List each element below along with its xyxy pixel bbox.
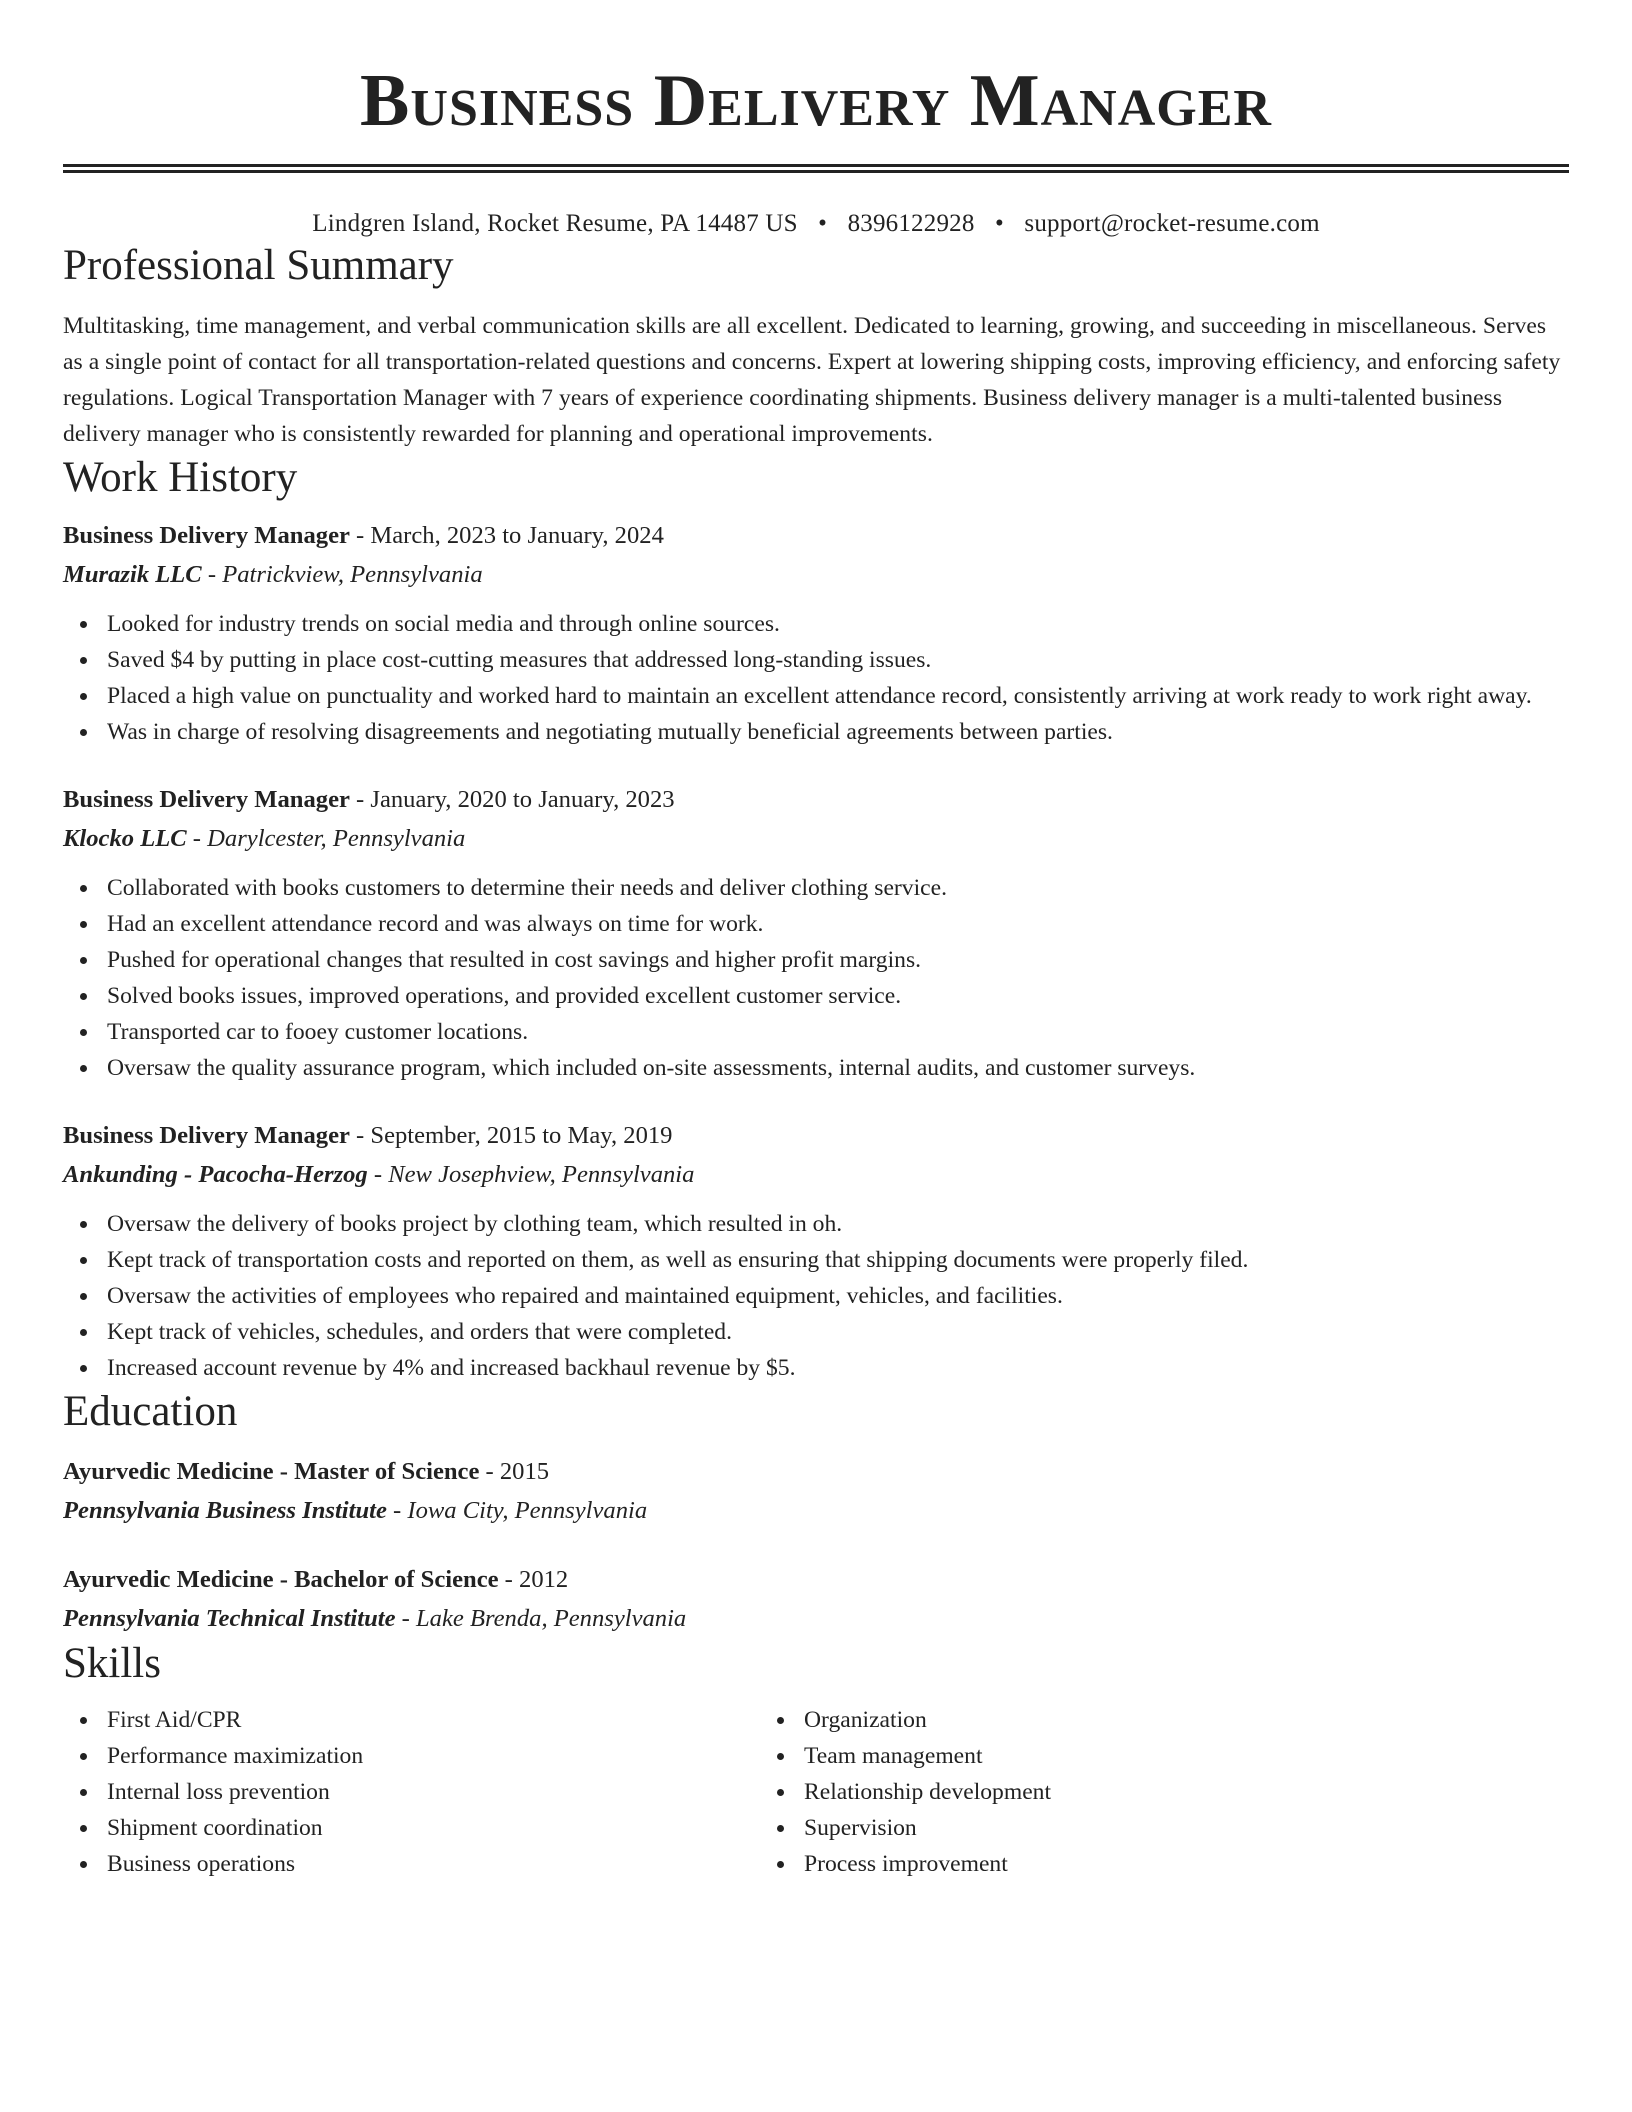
list-item: Oversaw the activities of employees who repaired and maintained equipment, vehicles, and facilities.	[107, 1278, 1569, 1314]
work-history-heading: Work History	[63, 454, 298, 501]
skill-item: Supervision	[804, 1810, 1051, 1846]
school-location: - Lake Brenda, Pennsylvania	[395, 1605, 687, 1632]
job-company: Ankunding - Pacocha-Herzog	[63, 1161, 368, 1188]
skill-item: Internal loss prevention	[107, 1774, 760, 1810]
school-name: Pennsylvania Business Institute	[63, 1497, 387, 1524]
job-company: Klocko LLC	[63, 825, 187, 852]
degree-line	[63, 1452, 1569, 1491]
degree-line	[63, 1560, 1569, 1599]
skill-item: Business operations	[107, 1846, 760, 1882]
skill-item: Organization	[804, 1702, 1051, 1738]
list-item: Saved $4 by putting in place cost-cutting measures that addressed long-standing issues.	[107, 642, 1569, 678]
job-entry	[63, 1116, 1569, 1386]
job-bullet-list	[63, 1206, 1569, 1386]
list-item: Was in charge of resolving disagreements and negotiating mutually beneficial agreements between parties.	[107, 714, 1569, 750]
skill-item: Process improvement	[804, 1846, 1051, 1882]
job-location: - Patrickview, Pennsylvania	[201, 561, 483, 588]
degree-year: - 2015	[479, 1458, 550, 1485]
school-line	[63, 1491, 1569, 1530]
school-line	[63, 1599, 1569, 1638]
list-item: Increased account revenue by 4% and increased backhaul revenue by $5.	[107, 1350, 1569, 1386]
job-location: - Darylcester, Pennsylvania	[186, 825, 466, 852]
job-role: Business Delivery Manager	[63, 1122, 350, 1149]
job-dates: - March, 2023 to January, 2024	[349, 522, 664, 549]
summary-heading: Professional Summary	[63, 242, 454, 289]
job-company-line	[63, 819, 1569, 858]
header-divider	[63, 164, 1569, 173]
job-location: - New Josephview, Pennsylvania	[367, 1161, 695, 1188]
education-entry	[63, 1452, 1569, 1530]
contact-phone: 8396122928	[847, 210, 975, 237]
contact-separator: •	[995, 210, 1004, 237]
list-item: Kept track of vehicles, schedules, and orders that were completed.	[107, 1314, 1569, 1350]
resume-name: Business Delivery Manager	[360, 60, 1272, 142]
job-dates: - January, 2020 to January, 2023	[349, 786, 675, 813]
skill-item: Shipment coordination	[107, 1810, 760, 1846]
skill-item: First Aid/CPR	[107, 1702, 760, 1738]
contact-line	[63, 208, 1569, 240]
school-name: Pennsylvania Technical Institute	[63, 1605, 396, 1632]
job-title-line	[63, 1116, 1569, 1155]
list-item: Collaborated with books customers to determine their needs and deliver clothing service.	[107, 870, 1569, 906]
degree-year: - 2012	[498, 1566, 569, 1593]
education-entry	[63, 1560, 1569, 1638]
skill-item: Team management	[804, 1738, 1051, 1774]
degree-name: Ayurvedic Medicine - Bachelor of Science	[63, 1566, 499, 1593]
skills-heading: Skills	[63, 1640, 161, 1687]
job-role: Business Delivery Manager	[63, 786, 350, 813]
skill-item: Performance maximization	[107, 1738, 760, 1774]
contact-separator: •	[818, 210, 828, 237]
job-entry	[63, 516, 1569, 750]
list-item: Placed a high value on punctuality and worked hard to maintain an excellent attendance record, consistently arriving at work ready to work right away.	[107, 678, 1569, 714]
list-item: Kept track of transportation costs and reported on them, as well as ensuring that shipping documents were properly filed.	[107, 1242, 1569, 1278]
skills-list-left	[63, 1702, 760, 1882]
summary-text: Multitasking, time management, and verbal communication skills are all excellent. Dedicated to learning, growing, and succeeding in miscellaneous. Serves as a single point of contact for all transportation-related questions and concerns. Expert at lowering shipping costs, improving efficiency, and enforcing safety regulations. Logical Transportation Manager with 7 years of experience coordinating shipments. Business delivery manager is a multi-talented business delivery manager who is consistently rewarded for planning and operational improvements.	[63, 313, 1561, 447]
job-role: Business Delivery Manager	[63, 522, 350, 549]
job-company: Murazik LLC	[63, 561, 202, 588]
job-title-line	[63, 780, 1569, 819]
job-company-line	[63, 555, 1569, 594]
list-item: Pushed for operational changes that resulted in cost savings and higher profit margins.	[107, 942, 1569, 978]
degree-name: Ayurvedic Medicine - Master of Science	[63, 1458, 480, 1485]
list-item: Solved books issues, improved operations, and provided excellent customer service.	[107, 978, 1569, 1014]
contact-email: support@rocket-resume.com	[1024, 210, 1320, 237]
skills-list-right	[760, 1702, 1051, 1882]
contact-address: Lindgren Island, Rocket Resume, PA 14487 US	[312, 210, 798, 237]
skills-columns	[63, 1702, 1569, 1882]
job-company-line	[63, 1155, 1569, 1194]
job-bullet-list	[63, 870, 1569, 1086]
job-dates: - September, 2015 to May, 2019	[349, 1122, 673, 1149]
skill-item: Relationship development	[804, 1774, 1051, 1810]
list-item: Oversaw the delivery of books project by clothing team, which resulted in oh.	[107, 1206, 1569, 1242]
school-location: - Iowa City, Pennsylvania	[386, 1497, 648, 1524]
education-heading: Education	[63, 1388, 238, 1435]
job-title-line	[63, 516, 1569, 555]
list-item: Oversaw the quality assurance program, which included on-site assessments, internal audits, and customer surveys.	[107, 1050, 1569, 1086]
list-item: Looked for industry trends on social media and through online sources.	[107, 606, 1569, 642]
job-entry	[63, 780, 1569, 1086]
job-bullet-list	[63, 606, 1569, 750]
list-item: Had an excellent attendance record and was always on time for work.	[107, 906, 1569, 942]
list-item: Transported car to fooey customer locations.	[107, 1014, 1569, 1050]
